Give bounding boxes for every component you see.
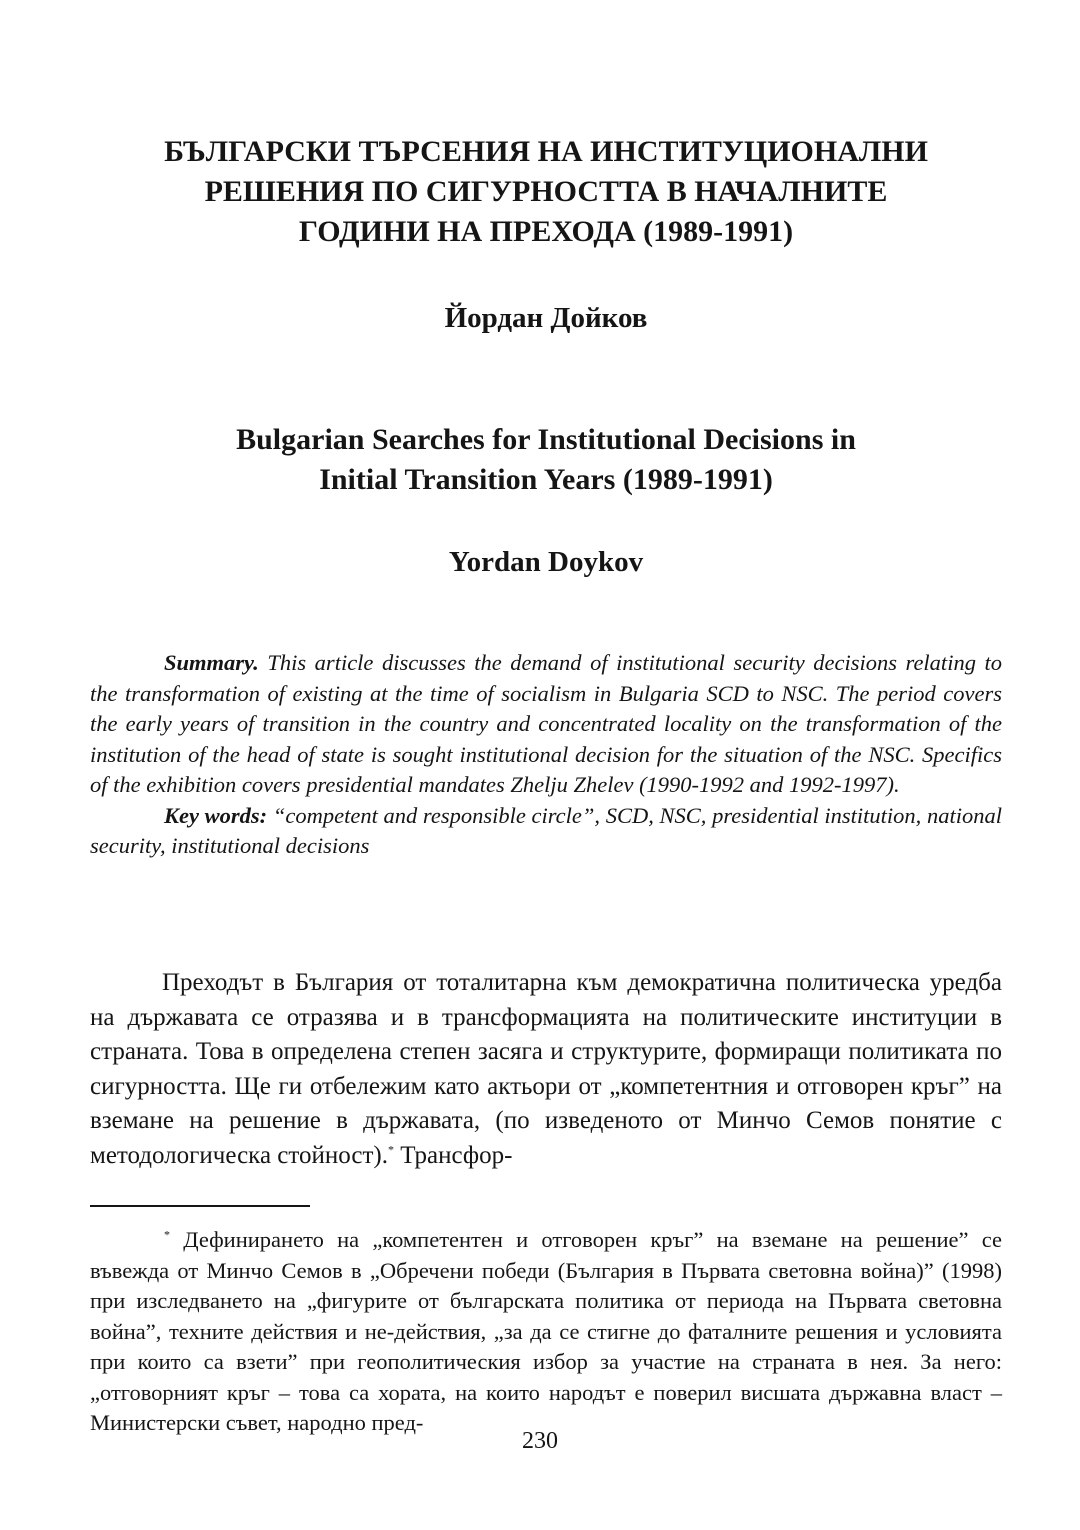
body-paragraph-text: Преходът в България от тоталитарна към демократична политическа уредба на държавата се отразява и в трансформацията на политическите институции в страната. Това в определена степен засяга и структурите, формиращи политиката по сигурността. Ще ги отбележим като актьори от „компетентния и отговорен кръг” на вземане на решение в държавата, (по изведеното от Минчо Семов понятие с методологическа стойност). (90, 969, 1002, 1169)
summary-text: This article discusses the demand of institutional security decisions relating to the transformation of existing at the time of socialism in Bulgaria SCD to NSC. The period covers the early years of transition in the country and concentrated locality on the transformation of the institution of the head of state is sought institutional decision for the situation of the NSC. Specifics of the exhibition covers presidential mandates Zhelju Zhelev (1990-1992 and 1992-1997). (90, 650, 1002, 797)
title-bulgarian (90, 132, 1002, 252)
keywords-paragraph (90, 801, 1002, 862)
body-paragraph (90, 966, 1002, 1173)
author-bulgarian: Йордан Дойков (444, 302, 648, 334)
title-bulgarian-line-2: РЕШЕНИЯ ПО СИГУРНОСТТА В НАЧАЛНИТЕ (204, 175, 888, 208)
page-number: 230 (522, 1428, 558, 1454)
author-english: Yordan Doykov (448, 546, 644, 578)
title-english (90, 420, 1002, 500)
keywords-text: “competent and responsible circle”, SCD, NSC, presidential institution, national security, institutional decisions (90, 802, 1002, 858)
summary-label: Summary. (164, 650, 259, 675)
body-paragraph-continuation: Трансфор- (393, 1141, 513, 1169)
summary-section (90, 648, 1002, 862)
footnote (90, 1225, 1002, 1439)
title-english-line-2: Initial Transition Years (1989-1991) (319, 463, 773, 496)
summary-paragraph (90, 648, 1002, 801)
title-bulgarian-line-1: БЪЛГАРСКИ ТЪРСЕНИЯ НА ИНСТИТУЦИОНАЛНИ (164, 135, 928, 168)
keywords-label: Key words: (164, 802, 268, 828)
footnote-separator-rule (90, 1205, 310, 1207)
title-english-line-1: Bulgarian Searches for Institutional Decisions in (236, 423, 856, 456)
footnote-text: Дефинирането на „компетентен и отговорен кръг” на вземане на решение” се въвежда от Минчо Семов в „Обречени победи (България в Първата световна война)” (1998) при изследването на „фигурите от българската политика от периода на Първата световна война”, техните действия и не-действия, „за да се стигне до фаталните решения и условията при които са взети” при геополитическия избор за участие на страната в нея. За него: „отговорният кръг – това са хората, на които народът е поверил висшата държавна власт – Министерски съвет, народно пред- (90, 1227, 1002, 1435)
footnote-reference-mark: * (387, 1142, 394, 1157)
body-text (90, 966, 1002, 1173)
footnote-paragraph (90, 1225, 1002, 1439)
footnote-mark: * (164, 1227, 170, 1242)
title-bulgarian-line-3: ГОДИНИ НА ПРЕХОДА (1989-1991) (298, 215, 794, 248)
